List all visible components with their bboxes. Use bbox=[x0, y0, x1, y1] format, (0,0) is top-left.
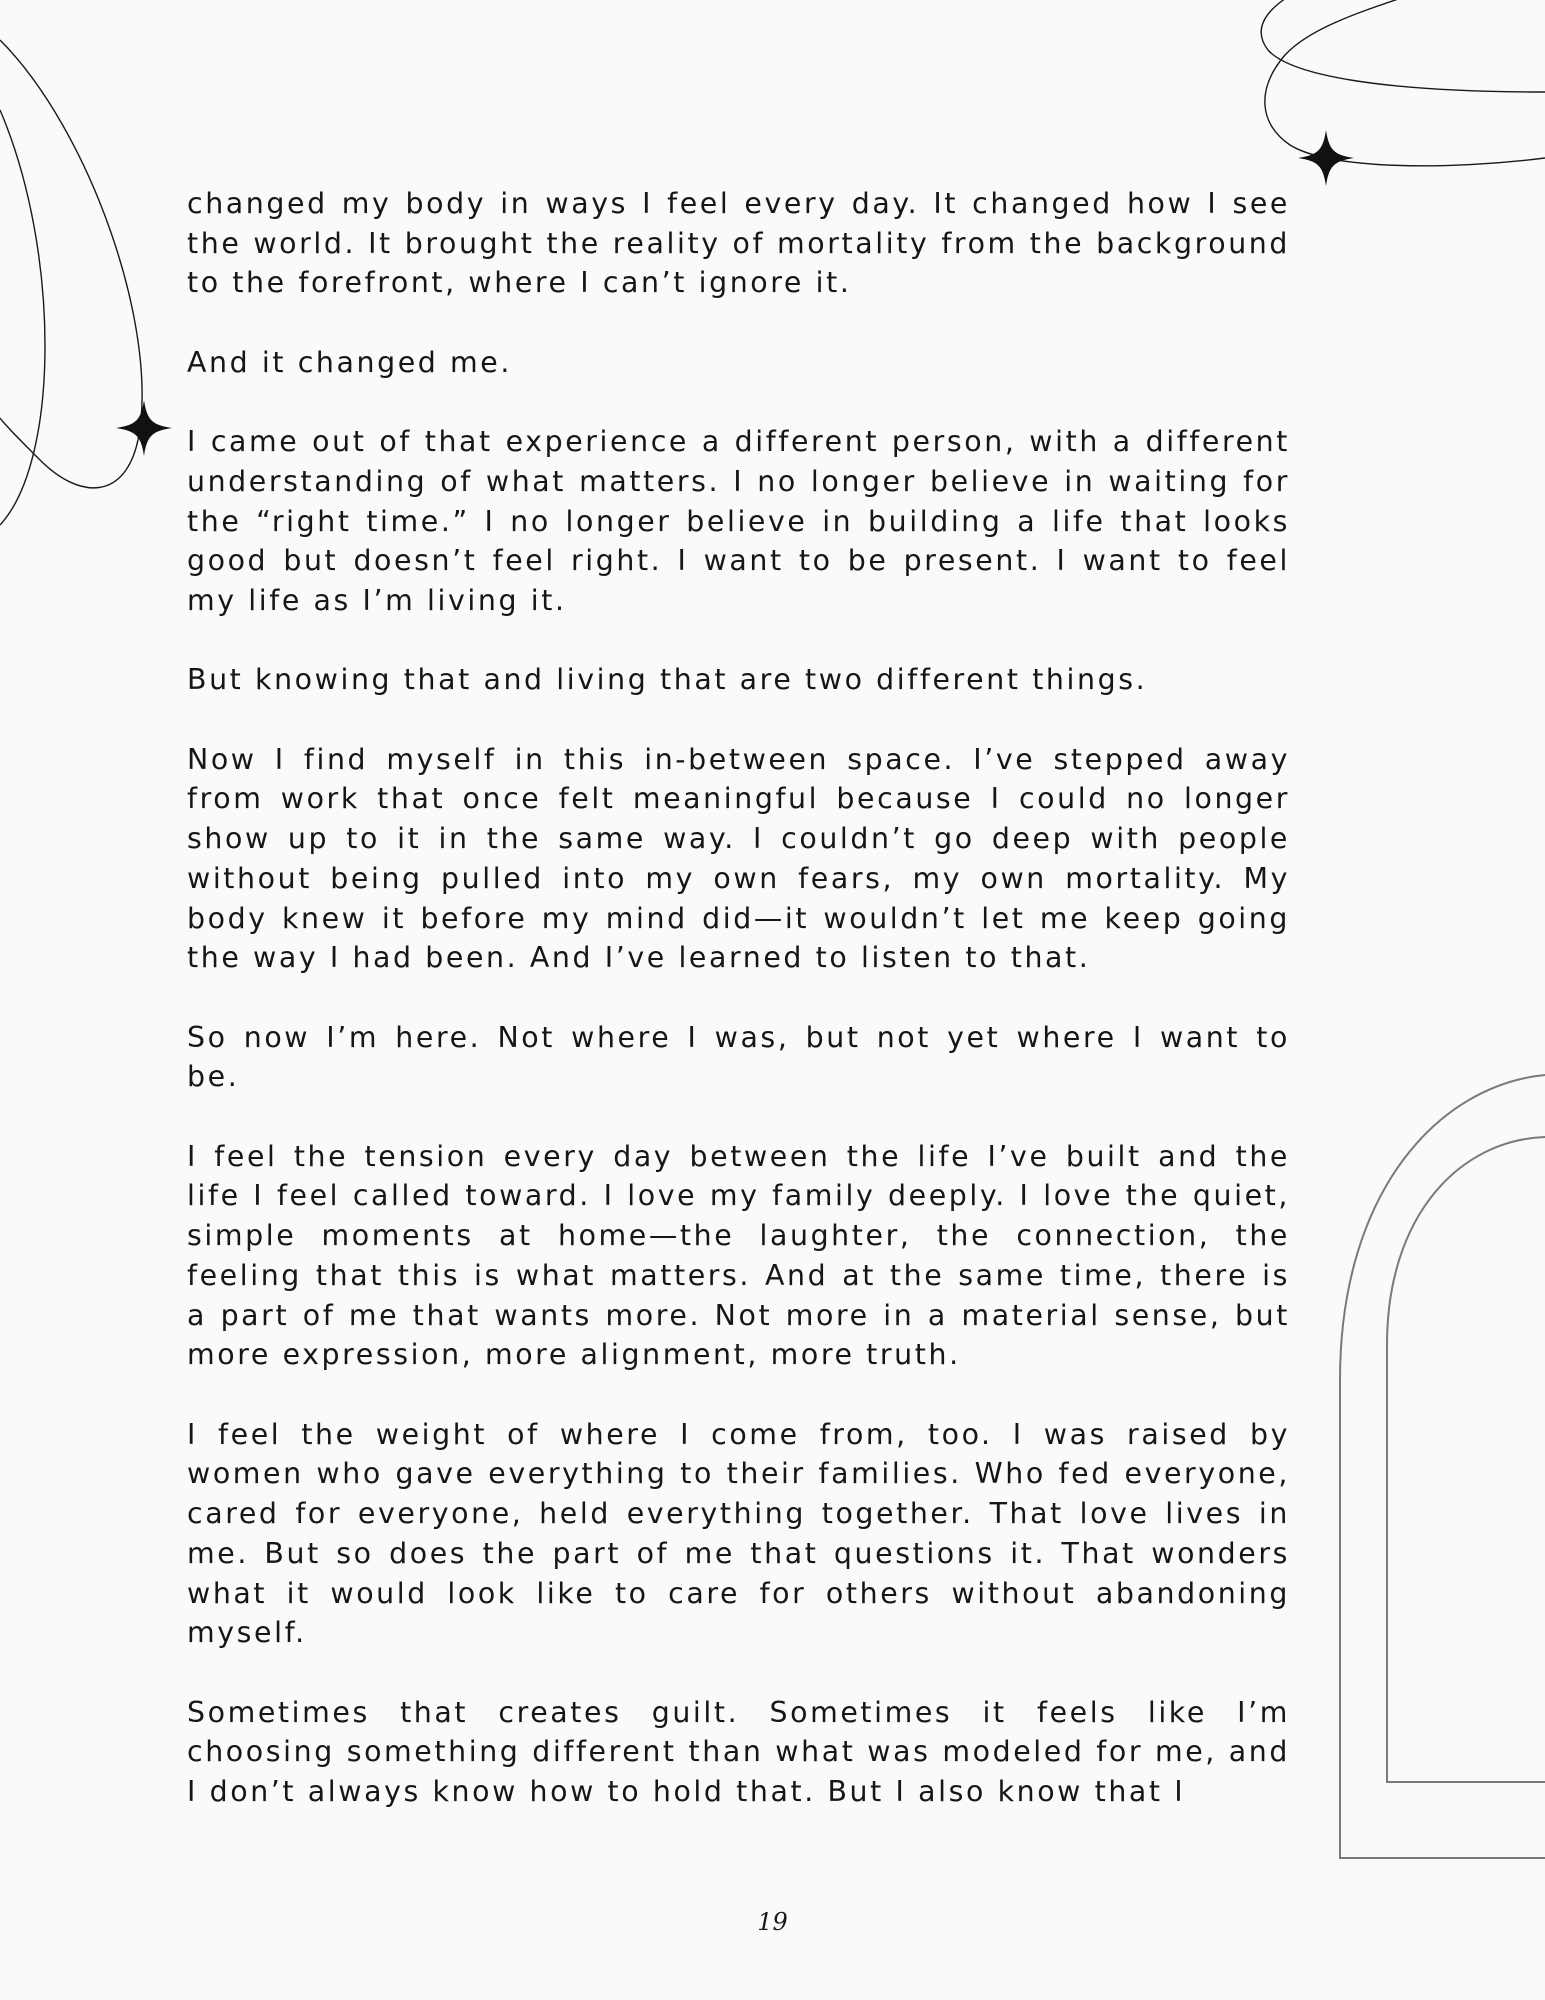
paragraph: Now I find myself in this in-between space. I’ve stepped away from work that once felt meaningful because I could no longer show up to it in the same way. I couldn’t go deep with people without being pulled into my own fears, my own mortality. My body knew it before my mind did—it wouldn’t let me keep going the way I had been. And I’ve learned to listen to that. bbox=[187, 742, 1290, 975]
paragraph: Sometimes that creates guilt. Sometimes it feels like I’m choosing something different than what was modeled for me, and I don’t always know how to hold that. But I also know that I bbox=[187, 1695, 1290, 1808]
paragraph: And it changed me. bbox=[187, 345, 512, 379]
paragraph: I came out of that experience a different person, with a different understanding of what matters. I no longer believe in waiting for the “right time.” I no longer believe in building a life that looks good but doesn’t feel right. I want to be present. I want to feel my life as I’m living it. bbox=[187, 425, 1290, 617]
arch-outlines bbox=[1340, 1075, 1545, 1858]
paragraph: So now I’m here. Not where I was, but not yet where I want to be. bbox=[187, 1020, 1290, 1094]
body-text bbox=[187, 184, 1290, 1851]
paragraph: changed my body in ways I feel every day. It changed how I see the world. It brought the reality of mortality from the background to the forefront, where I can’t ignore it. bbox=[187, 187, 1290, 300]
paragraph: But knowing that and living that are two different things. bbox=[187, 663, 1148, 697]
left-orbit-lines bbox=[0, 40, 142, 525]
star-sparkle-icon bbox=[116, 400, 172, 456]
page-number: 19 bbox=[757, 1908, 788, 1936]
paragraph: I feel the tension every day between the life I’ve built and the life I feel called toward. I love my family deeply. I love the quiet, simple moments at home—the laughter, the connection, the feeling that this is what matters. And at the same time, there is a part of me that wants more. Not more in a material sense, but more expression, more alignment, more truth. bbox=[187, 1139, 1290, 1372]
star-sparkle-icon bbox=[1298, 130, 1354, 186]
top-right-orbit-lines bbox=[1261, 0, 1545, 166]
paragraph: I feel the weight of where I come from, too. I was raised by women who gave everything to their families. Who fed everyone, cared for everyone, held everything together. That love lives in me. But so does the part of me that questions it. That wonders what it would look like to care for others without abandoning myself. bbox=[187, 1417, 1290, 1650]
